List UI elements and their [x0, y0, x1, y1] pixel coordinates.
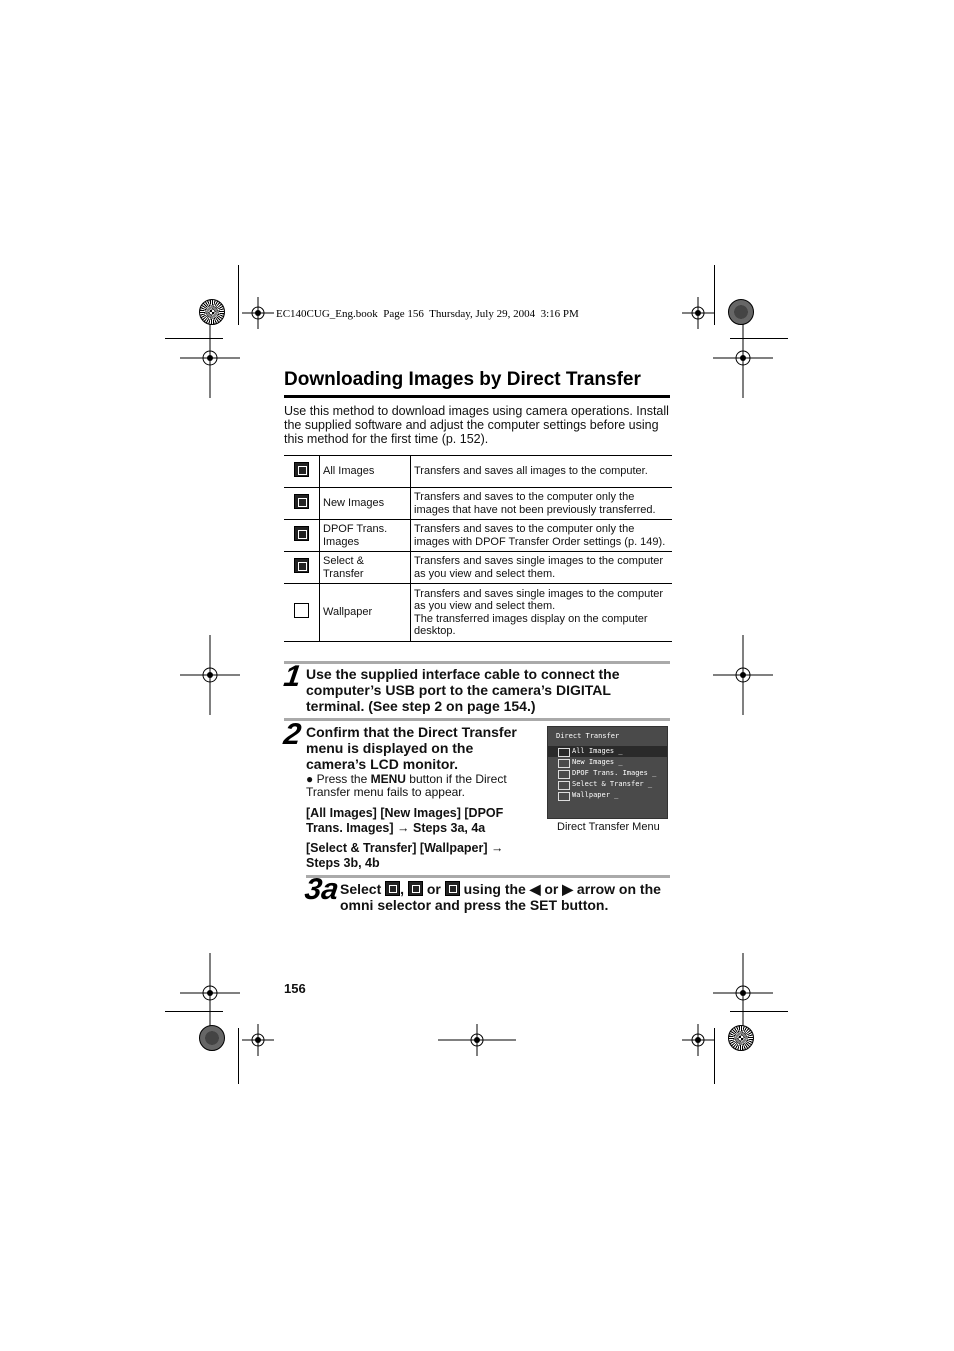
step-text: Select [340, 881, 382, 897]
registration-mark-icon [180, 953, 240, 1033]
registration-mark-icon [242, 297, 274, 329]
crop-mark [714, 265, 715, 325]
all-images-icon [385, 881, 400, 896]
lcd-menu-item [548, 757, 667, 768]
dpof-trans-icon [445, 881, 460, 896]
lcd-menu-item [548, 779, 667, 790]
step-instruction [340, 881, 670, 913]
bullet-text: Press the [316, 772, 371, 786]
select-transfer-icon [294, 558, 309, 573]
step-rule [284, 718, 670, 721]
lcd-screen-title: Direct Transfer [556, 732, 620, 740]
color-rosette-icon [199, 1025, 225, 1051]
mode-description [411, 584, 673, 642]
bullet-text: button if the Direct Transfer menu fails to appear. [306, 772, 507, 799]
step-text: , [400, 881, 405, 897]
lcd-menu-item [548, 768, 667, 779]
new-images-icon [294, 494, 309, 509]
step-reference: [Select & Transfer] [Wallpaper] → Steps 3b, 4b [306, 841, 504, 870]
crop-mark [714, 1028, 715, 1084]
mode-name: Select & Transfer [320, 552, 411, 584]
step-number: 1 [281, 660, 304, 693]
lcd-menu-item [548, 790, 667, 801]
mode-description: Transfers and saves all images to the computer. [411, 456, 673, 488]
wallpaper-icon [558, 792, 570, 801]
dpof-trans-icon [294, 526, 309, 541]
registration-mark-icon [682, 1024, 714, 1056]
all-images-icon [558, 748, 570, 757]
step-number: 2 [281, 718, 304, 751]
lcd-menu-item-label: Select & Transfer _ [572, 780, 653, 788]
mode-description-line: Transfers and saves single images to the computer as you view and select them. [414, 587, 664, 612]
intro-paragraph: Use this method to download images using camera operations. Install the supplied software and adjust the computer settings before using this method for the first time (p. 152). [284, 404, 669, 446]
mode-description: Transfers and saves single images to the computer as you view and select them. [411, 552, 673, 584]
new-images-icon [408, 881, 423, 896]
transfer-modes-table [284, 455, 672, 642]
all-images-icon [294, 462, 309, 477]
table-row [284, 552, 672, 584]
registration-mark-icon [438, 1024, 516, 1056]
step-text: or [426, 881, 441, 897]
title-rule [284, 395, 670, 398]
lcd-menu-item-label: New Images _ [572, 758, 623, 766]
step-rule [284, 661, 670, 664]
mode-description-line: The transferred images display on the computer desktop. [414, 612, 648, 637]
registration-mark-icon [180, 318, 240, 398]
registration-mark-icon [713, 635, 773, 715]
menu-button-label: MENU [370, 772, 406, 786]
mode-description: Transfers and saves to the computer only the images that have not been previously transferred. [411, 488, 673, 520]
book-slug-line: EC140CUG_Eng.book Page 156 Thursday, July 29, 2004 3:16 PM [276, 308, 579, 320]
crop-mark [238, 265, 239, 325]
registration-mark-icon [713, 318, 773, 398]
lcd-menu-item-label: DPOF Trans. Images _ [572, 769, 657, 777]
bullet-note [306, 773, 531, 799]
mode-name: New Images [320, 488, 411, 520]
mode-name: DPOF Trans. Images [320, 520, 411, 552]
bullet-dot-icon: ● [306, 772, 314, 786]
wallpaper-icon [294, 603, 309, 618]
figure-caption: Direct Transfer Menu [557, 821, 660, 833]
color-rosette-icon [728, 1025, 754, 1051]
step-instruction: Confirm that the Direct Transfer menu is displayed on the camera’s LCD monitor. [306, 724, 517, 772]
page-number: 156 [284, 981, 306, 996]
lcd-screen-image [547, 726, 668, 819]
color-rosette-icon [199, 299, 225, 325]
crop-mark [238, 1028, 239, 1084]
registration-mark-icon [180, 635, 240, 715]
table-row [284, 488, 672, 520]
mode-description: Transfers and saves to the computer only the images with DPOF Transfer Order settings (p. 149). [411, 520, 673, 552]
registration-mark-icon [713, 953, 773, 1033]
table-row [284, 520, 672, 552]
step-text: using the ◀ or ▶ arrow on the omni selector and press the SET button. [340, 881, 661, 913]
mode-name: Wallpaper [320, 584, 411, 642]
table-row [284, 456, 672, 488]
lcd-menu-item-label: Wallpaper _ [572, 791, 619, 799]
step-reference: [All Images] [New Images] [DPOF Trans. Images] → Steps 3a, 4a [306, 806, 504, 835]
registration-mark-icon [242, 1024, 274, 1056]
step-number: 3a [302, 873, 341, 906]
lcd-menu-item-label: All Images _ [572, 747, 623, 755]
registration-mark-icon [682, 297, 714, 329]
lcd-menu-item [548, 746, 667, 757]
mode-name: All Images [320, 456, 411, 488]
select-transfer-icon [558, 781, 570, 790]
step-instruction: Use the supplied interface cable to connect the computer’s USB port to the camera’s DIGITAL terminal. (See step 2 on page 154.) [306, 666, 620, 714]
step-rule [306, 875, 670, 878]
new-images-icon [558, 759, 570, 768]
table-row [284, 584, 672, 642]
color-rosette-icon [728, 299, 754, 325]
page-title: Downloading Images by Direct Transfer [284, 369, 641, 390]
dpof-trans-icon [558, 770, 570, 779]
